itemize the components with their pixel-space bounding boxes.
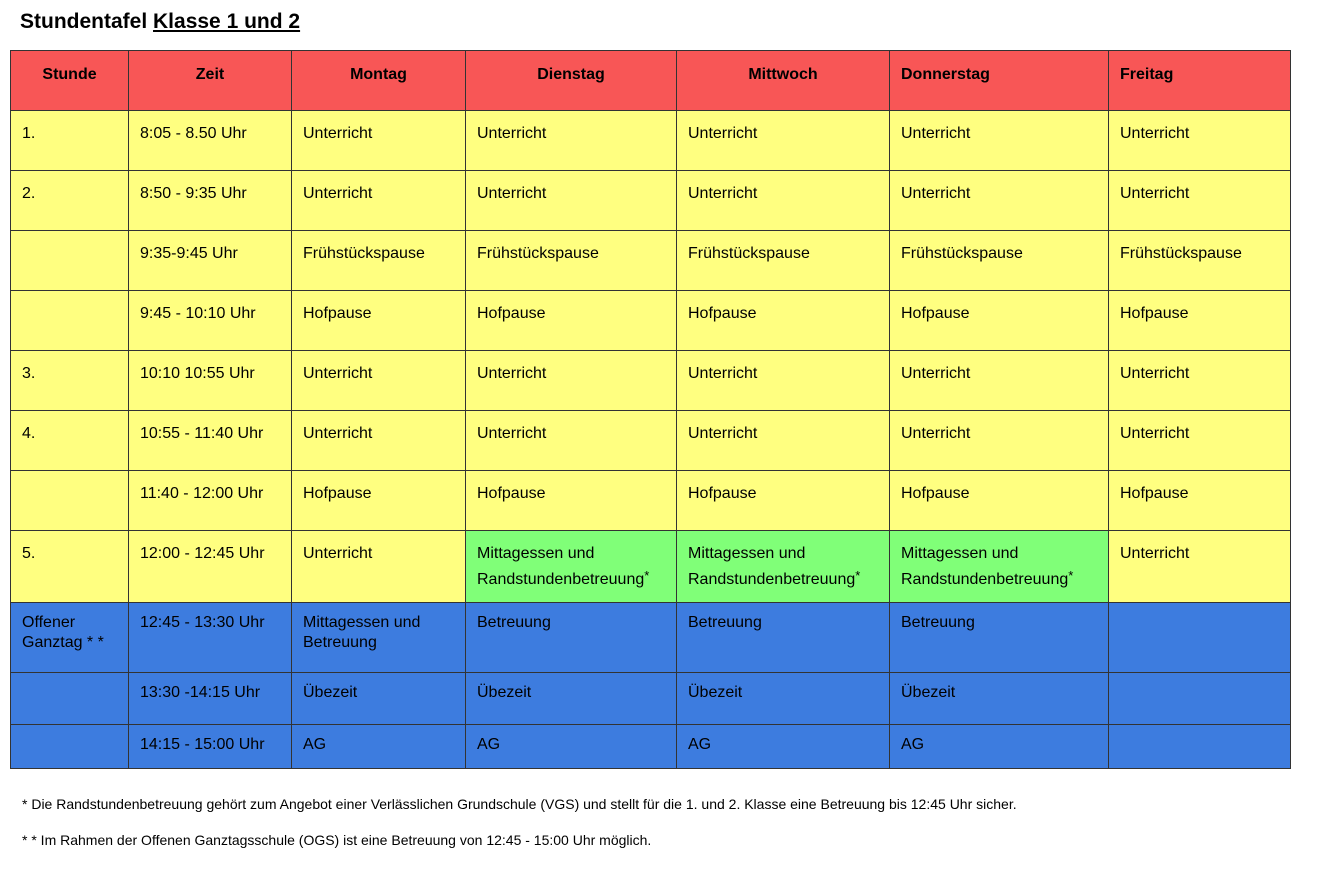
cell-mittwoch: Unterricht bbox=[677, 351, 890, 411]
cell-mittwoch bbox=[677, 531, 890, 603]
timetable bbox=[10, 50, 1291, 769]
table-row bbox=[11, 231, 1291, 291]
header-donnerstag: Donnerstag bbox=[890, 51, 1109, 111]
cell-zeit: 14:15 - 15:00 Uhr bbox=[129, 725, 292, 769]
cell-freitag bbox=[1109, 603, 1291, 673]
table-row bbox=[11, 603, 1291, 673]
table-row bbox=[11, 411, 1291, 471]
cell-dienstag: Unterricht bbox=[466, 171, 677, 231]
header-montag: Montag bbox=[292, 51, 466, 111]
lunch-line1: Mittagessen und bbox=[477, 545, 595, 562]
cell-dienstag: Betreuung bbox=[466, 603, 677, 673]
cell-donnerstag: Unterricht bbox=[890, 171, 1109, 231]
cell-stunde bbox=[11, 291, 129, 351]
cell-stunde bbox=[11, 673, 129, 725]
table-row bbox=[11, 291, 1291, 351]
cell-donnerstag bbox=[890, 531, 1109, 603]
cell-dienstag: Unterricht bbox=[466, 411, 677, 471]
page-title bbox=[20, 10, 300, 34]
table-row bbox=[11, 725, 1291, 769]
cell-stunde: 1. bbox=[11, 111, 129, 171]
cell-zeit: 10:55 - 11:40 Uhr bbox=[129, 411, 292, 471]
cell-dienstag bbox=[466, 531, 677, 603]
cell-zeit: 13:30 -14:15 Uhr bbox=[129, 673, 292, 725]
cell-mittwoch: Unterricht bbox=[677, 111, 890, 171]
cell-freitag: Frühstückspause bbox=[1109, 231, 1291, 291]
header-mittwoch: Mittwoch bbox=[677, 51, 890, 111]
cell-dienstag: Übezeit bbox=[466, 673, 677, 725]
cell-donnerstag: Unterricht bbox=[890, 111, 1109, 171]
cell-dienstag: Unterricht bbox=[466, 351, 677, 411]
cell-montag: Hofpause bbox=[292, 471, 466, 531]
cell-freitag: Hofpause bbox=[1109, 291, 1291, 351]
cell-montag: Übezeit bbox=[292, 673, 466, 725]
cell-mittwoch: Unterricht bbox=[677, 411, 890, 471]
cell-donnerstag: Hofpause bbox=[890, 291, 1109, 351]
cell-mittwoch: AG bbox=[677, 725, 890, 769]
cell-freitag bbox=[1109, 673, 1291, 725]
cell-stunde: 2. bbox=[11, 171, 129, 231]
cell-donnerstag: Betreuung bbox=[890, 603, 1109, 673]
cell-montag: Unterricht bbox=[292, 411, 466, 471]
cell-dienstag: Hofpause bbox=[466, 471, 677, 531]
cell-montag: AG bbox=[292, 725, 466, 769]
cell-montag: Unterricht bbox=[292, 111, 466, 171]
cell-freitag bbox=[1109, 725, 1291, 769]
table-row bbox=[11, 171, 1291, 231]
footnote-ogs: * * Im Rahmen der Offenen Ganztagsschule (OGS) ist eine Betreuung von 12:45 - 15:00 Uhr möglich. bbox=[22, 832, 652, 848]
title-class: Klasse 1 und 2 bbox=[153, 10, 301, 33]
table-row bbox=[11, 111, 1291, 171]
cell-dienstag: AG bbox=[466, 725, 677, 769]
cell-freitag: Unterricht bbox=[1109, 111, 1291, 171]
cell-freitag: Unterricht bbox=[1109, 411, 1291, 471]
cell-dienstag: Hofpause bbox=[466, 291, 677, 351]
cell-mittwoch: Übezeit bbox=[677, 673, 890, 725]
cell-mittwoch: Betreuung bbox=[677, 603, 890, 673]
cell-montag: Unterricht bbox=[292, 531, 466, 603]
cell-stunde: 4. bbox=[11, 411, 129, 471]
cell-zeit: 11:40 - 12:00 Uhr bbox=[129, 471, 292, 531]
table-row bbox=[11, 351, 1291, 411]
table-row bbox=[11, 471, 1291, 531]
cell-zeit: 8:50 - 9:35 Uhr bbox=[129, 171, 292, 231]
cell-mittwoch: Hofpause bbox=[677, 471, 890, 531]
header-freitag: Freitag bbox=[1109, 51, 1291, 111]
cell-freitag: Hofpause bbox=[1109, 471, 1291, 531]
lunch-line1: Mittagessen und bbox=[901, 545, 1019, 562]
cell-montag: Frühstückspause bbox=[292, 231, 466, 291]
cell-zeit: 12:45 - 13:30 Uhr bbox=[129, 603, 292, 673]
cell-montag: Unterricht bbox=[292, 171, 466, 231]
cell-donnerstag: Unterricht bbox=[890, 411, 1109, 471]
cell-zeit: 8:05 - 8.50 Uhr bbox=[129, 111, 292, 171]
cell-freitag: Unterricht bbox=[1109, 171, 1291, 231]
cell-donnerstag: AG bbox=[890, 725, 1109, 769]
footnote-vgs: * Die Randstundenbetreuung gehört zum Angebot einer Verlässlichen Grundschule (VGS) und stellt für die 1. und 2. Klasse eine Betreuung bis 12:45 Uhr sicher. bbox=[22, 796, 1017, 812]
cell-mittwoch: Unterricht bbox=[677, 171, 890, 231]
cell-montag: Mittagessen und Betreuung bbox=[292, 603, 466, 673]
cell-stunde bbox=[11, 471, 129, 531]
cell-stunde: Offener Ganztag * * bbox=[11, 603, 129, 673]
cell-zeit: 10:10 10:55 Uhr bbox=[129, 351, 292, 411]
lunch-line2: Randstundenbetreuung* bbox=[901, 568, 1074, 588]
cell-dienstag: Frühstückspause bbox=[466, 231, 677, 291]
header-stunde: Stunde bbox=[11, 51, 129, 111]
header-dienstag: Dienstag bbox=[466, 51, 677, 111]
cell-freitag: Unterricht bbox=[1109, 351, 1291, 411]
table-row bbox=[11, 531, 1291, 603]
header-row bbox=[11, 51, 1291, 111]
cell-stunde: 3. bbox=[11, 351, 129, 411]
cell-zeit: 12:00 - 12:45 Uhr bbox=[129, 531, 292, 603]
cell-donnerstag: Übezeit bbox=[890, 673, 1109, 725]
cell-montag: Unterricht bbox=[292, 351, 466, 411]
cell-mittwoch: Frühstückspause bbox=[677, 231, 890, 291]
table-row bbox=[11, 673, 1291, 725]
cell-freitag: Unterricht bbox=[1109, 531, 1291, 603]
cell-donnerstag: Unterricht bbox=[890, 351, 1109, 411]
header-zeit: Zeit bbox=[129, 51, 292, 111]
cell-montag: Hofpause bbox=[292, 291, 466, 351]
cell-donnerstag: Frühstückspause bbox=[890, 231, 1109, 291]
cell-stunde bbox=[11, 725, 129, 769]
lunch-line2: Randstundenbetreuung* bbox=[477, 568, 650, 588]
lunch-line2: Randstundenbetreuung* bbox=[688, 568, 861, 588]
cell-mittwoch: Hofpause bbox=[677, 291, 890, 351]
cell-zeit: 9:45 - 10:10 Uhr bbox=[129, 291, 292, 351]
cell-dienstag: Unterricht bbox=[466, 111, 677, 171]
title-prefix: Stundentafel bbox=[20, 10, 148, 33]
cell-zeit: 9:35-9:45 Uhr bbox=[129, 231, 292, 291]
cell-stunde: 5. bbox=[11, 531, 129, 603]
cell-stunde bbox=[11, 231, 129, 291]
lunch-line1: Mittagessen und bbox=[688, 545, 806, 562]
cell-donnerstag: Hofpause bbox=[890, 471, 1109, 531]
